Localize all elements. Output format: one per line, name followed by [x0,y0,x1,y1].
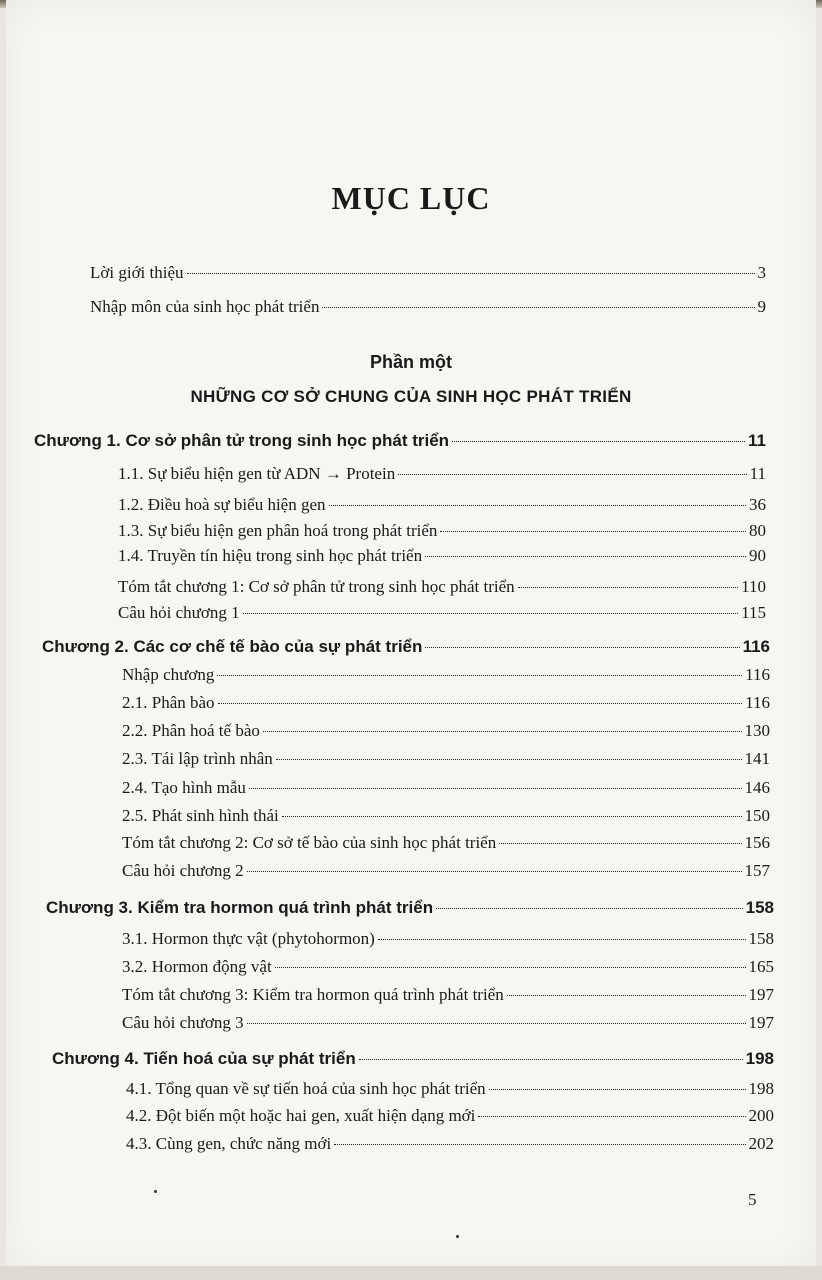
leader-dots [263,731,742,732]
ink-speck [154,1190,157,1193]
toc-section-entry [122,832,770,854]
toc-chapter-entry [34,430,766,452]
toc-page-number: 197 [748,985,774,1004]
toc-page-number: 158 [748,929,774,948]
leader-dots [425,556,746,557]
toc-page-number: 130 [744,721,770,740]
leader-dots [243,613,739,614]
toc-page-number: 146 [744,778,770,797]
leader-dots [452,441,745,442]
leader-dots [398,474,746,475]
toc-entry-text: 3.1. Hormon thực vật (phytohormon) [122,929,375,948]
leader-dots [436,908,743,909]
toc-section-entry [122,860,770,882]
leader-dots [187,273,755,274]
leader-dots [425,647,739,648]
toc-section-entry [118,602,766,624]
leader-dots [507,995,746,996]
toc-page-number: 36 [749,495,766,514]
toc-page-number: 197 [748,1013,774,1032]
toc-page-number: 198 [745,1049,774,1068]
toc-page-number: 158 [745,898,774,917]
toc-front-entry [90,262,766,284]
toc-entry-text: 2.1. Phân bào [122,693,215,712]
toc-entry-text: 1.2. Điều hoà sự biểu hiện gen [118,495,326,514]
toc-page-number: 116 [742,637,770,656]
toc-page-number: 9 [757,297,766,316]
toc-entry-text: 4.2. Đột biến một hoặc hai gen, xuất hiện dạng mới [126,1106,476,1125]
toc-page-number: 90 [749,546,766,565]
toc-entry-text: Tóm tắt chương 1: Cơ sở phân tử trong sinh học phát triển [118,577,515,596]
toc-section-entry [126,1105,774,1127]
toc-section-entry [122,1012,774,1034]
toc-section-entry [118,576,766,598]
toc-entry-text: Chương 2. Các cơ chế tế bào của sự phát triển [42,637,423,656]
leader-dots [282,816,742,817]
toc-entry-text: 3.2. Hormon động vật [122,957,272,976]
leader-dots [218,703,743,704]
toc-page-number: 116 [745,665,770,684]
leader-dots [322,307,754,308]
ink-speck [456,1235,459,1238]
leader-dots [217,675,742,676]
leader-dots [499,843,741,844]
toc-page-number: 11 [749,464,766,483]
leader-dots [276,759,742,760]
part-title: NHỮNG CƠ SỞ CHUNG CỦA SINH HỌC PHÁT TRIỂN [190,387,632,406]
toc-page-number: 116 [745,693,770,712]
toc-section-entry [122,748,770,770]
leader-dots [247,871,742,872]
toc-page-number: 202 [748,1134,774,1153]
leader-dots [247,1023,746,1024]
toc-section-entry [118,463,766,485]
toc-entry-text: 1.3. Sự biểu hiện gen phân hoá trong phát triển [118,521,438,540]
toc-entry-text: 4.3. Cùng gen, chức năng mới [126,1134,332,1153]
leader-dots [275,967,746,968]
toc-page-number: 165 [748,957,774,976]
toc-entry-text: Chương 3. Kiểm tra hormon quá trình phát triển [46,898,434,917]
toc-section-entry [122,692,770,714]
leader-dots [489,1089,746,1090]
toc-page-number: 110 [741,577,766,596]
page-title: MỤC LỤC [331,180,491,216]
toc-chapter-entry [42,636,770,658]
toc-page-number: 141 [744,749,770,768]
page-bottom-edge [0,1266,822,1280]
toc-page-number: 80 [749,521,766,540]
toc-section-entry [122,720,770,742]
toc-page-number: 198 [748,1079,774,1098]
leader-dots [378,939,746,940]
toc-section-entry [122,777,770,799]
toc-page-number: 200 [748,1106,774,1125]
toc-page-number: 115 [741,603,766,622]
toc-entry-text: 2.2. Phân hoá tế bào [122,721,260,740]
part-label: Phần một [369,352,452,372]
toc-chapter-entry [46,897,774,919]
toc-section-entry [118,545,766,567]
toc-section-entry [126,1133,774,1155]
toc-entry-text: 2.4. Tạo hình mẫu [122,778,246,797]
toc-entry-text: 4.1. Tổng quan về sự tiến hoá của sinh học phát triển [126,1079,486,1098]
leader-dots [329,505,746,506]
toc-section-entry [122,928,774,950]
toc-chapter-entry [52,1048,774,1070]
toc-entry-text: 2.5. Phát sinh hình thái [122,806,279,825]
toc-page-number: 11 [748,431,766,450]
toc-entry-text: Chương 4. Tiến hoá của sự phát triển [52,1049,356,1068]
toc-entry-text: Nhập môn của sinh học phát triển [90,297,320,316]
toc-section-entry [122,984,774,1006]
toc-section-entry [118,520,766,542]
toc-page-number: 3 [757,263,766,282]
toc-entry-text: Tóm tắt chương 2: Cơ sở tế bào của sinh học phát triển [122,833,497,852]
toc-section-entry [122,664,770,686]
book-page [6,0,816,1272]
toc-entry-text: 2.3. Tái lập trình nhân [122,749,273,768]
toc-entry-text: Lời giới thiệu [90,263,184,282]
toc-entry-text: Câu hỏi chương 2 [122,861,244,880]
leader-dots [249,788,742,789]
page-number: 5 [748,1190,757,1209]
leader-dots [334,1144,745,1145]
toc-entry-text: 1.4. Truyền tín hiệu trong sinh học phát triển [118,546,423,565]
toc-front-entry [90,296,766,318]
toc-entry-text: 1.1. Sự biểu hiện gen từ ADN → Protein [118,464,396,483]
toc-section-entry [122,805,770,827]
toc-entry-text: Tóm tắt chương 3: Kiểm tra hormon quá trình phát triển [122,985,504,1004]
leader-dots [440,531,746,532]
toc-section-entry [126,1078,774,1100]
leader-dots [359,1059,743,1060]
toc-entry-text: Câu hỏi chương 1 [118,603,240,622]
leader-dots [478,1116,745,1117]
toc-page-number: 150 [744,806,770,825]
toc-section-entry [118,494,766,516]
toc-section-entry [122,956,774,978]
toc-entry-text: Câu hỏi chương 3 [122,1013,244,1032]
toc-entry-text: Chương 1. Cơ sở phân tử trong sinh học phát triển [34,431,450,450]
toc-entry-text: Nhập chương [122,665,215,684]
toc-page-number: 157 [744,861,770,880]
toc-page-number: 156 [744,833,770,852]
leader-dots [518,587,738,588]
